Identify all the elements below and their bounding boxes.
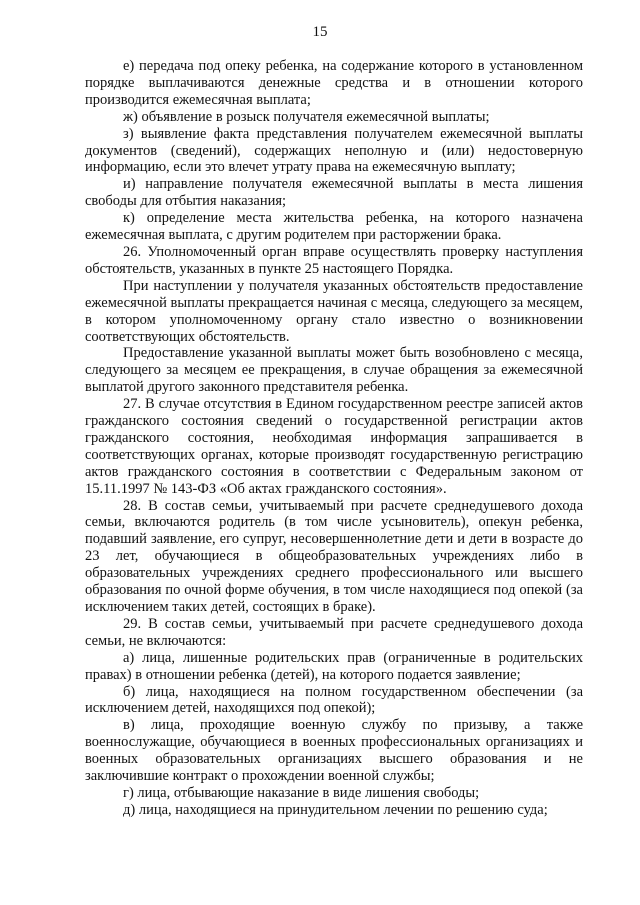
paragraph-29: 29. В состав семьи, учитываемый при расчете среднедушевого дохода семьи, не включаются: bbox=[85, 615, 583, 649]
paragraph-e: е) передача под опеку ребенка, на содержание которого в установленном порядке выплачиваются денежные средства и в отношении которого производится ежемесячная выплата; bbox=[85, 58, 583, 108]
paragraph-28: 28. В состав семьи, учитываемый при расчете среднедушевого дохода семьи, включаются родитель (в том числе усыновитель), опекун ребенка, подавший заявление, его супруг, несовершеннолетние дети и дети в возрасте до 23 лет, обучающиеся в общеобразовательных учреждениях либо в образовательных учреждениях среднего профессионального или высшего образования по очной форме обучения, в том числе находящиеся под опекой (за исключением таких детей, состоящих в браке). bbox=[85, 497, 583, 615]
body-text bbox=[85, 58, 583, 819]
paragraph-26-cont-1: При наступлении у получателя указанных обстоятельств предоставление ежемесячной выплаты прекращается начиная с месяца, следующего за месяцем, в котором уполномоченному органу стало известно о возникновении соответствующих обстоятельств. bbox=[85, 277, 583, 345]
paragraph-29-b: б) лица, находящиеся на полном государственном обеспечении (за исключением детей, находящихся под опекой); bbox=[85, 683, 583, 717]
paragraph-29-a: а) лица, лишенные родительских прав (ограниченные в родительских правах) в отношении ребенка (детей), на которого подается заявление; bbox=[85, 649, 583, 683]
paragraph-27: 27. В случае отсутствия в Едином государственном реестре записей актов гражданского состояния сведений о государственной регистрации актов гражданского состояния, необходимая информация запрашивается в соответствующих органах, которые производят государственную регистрацию актов гражданского состояния в соответствии с Федеральным законом от 15.11.1997 № 143-ФЗ «Об актах гражданского состояния». bbox=[85, 396, 583, 497]
paragraph-29-g: г) лица, отбывающие наказание в виде лишения свободы; bbox=[123, 784, 480, 801]
paragraph-29-d: д) лица, находящиеся на принудительном лечении по решению суда; bbox=[123, 801, 548, 818]
page-number: 15 bbox=[312, 24, 328, 40]
paragraph-29-v: в) лица, проходящие военную службу по призыву, а также военнослужащие, обучающиеся в военных профессиональных организациях и военных образовательных организациях высшего образования и не заключившие контракт о прохождении военной службы; bbox=[85, 717, 583, 785]
paragraph-26-cont-2: Предоставление указанной выплаты может быть возобновлено с месяца, следующего за месяцем ее прекращения, в случае обращения за ежемесячной выплатой другого законного представителя ребенка. bbox=[85, 345, 583, 396]
paragraph-zh: ж) объявление в розыск получателя ежемесячной выплаты; bbox=[123, 108, 490, 125]
paragraph-i: и) направление получателя ежемесячной выплаты в места лишения свободы для отбытия наказания; bbox=[85, 176, 583, 210]
paragraph-z: з) выявление факта представления получателем ежемесячной выплаты документов (сведений), содержащих неполную и (или) недостоверную информацию, если это влечет утрату права на ежемесячную выплату; bbox=[85, 125, 583, 176]
paragraph-26: 26. Уполномоченный орган вправе осуществлять проверку наступления обстоятельств, указанных в пункте 25 настоящего Порядка. bbox=[85, 243, 583, 277]
paragraph-k: к) определение места жительства ребенка, на которого назначена ежемесячная выплата, с другим родителем при расторжении брака. bbox=[85, 210, 583, 244]
